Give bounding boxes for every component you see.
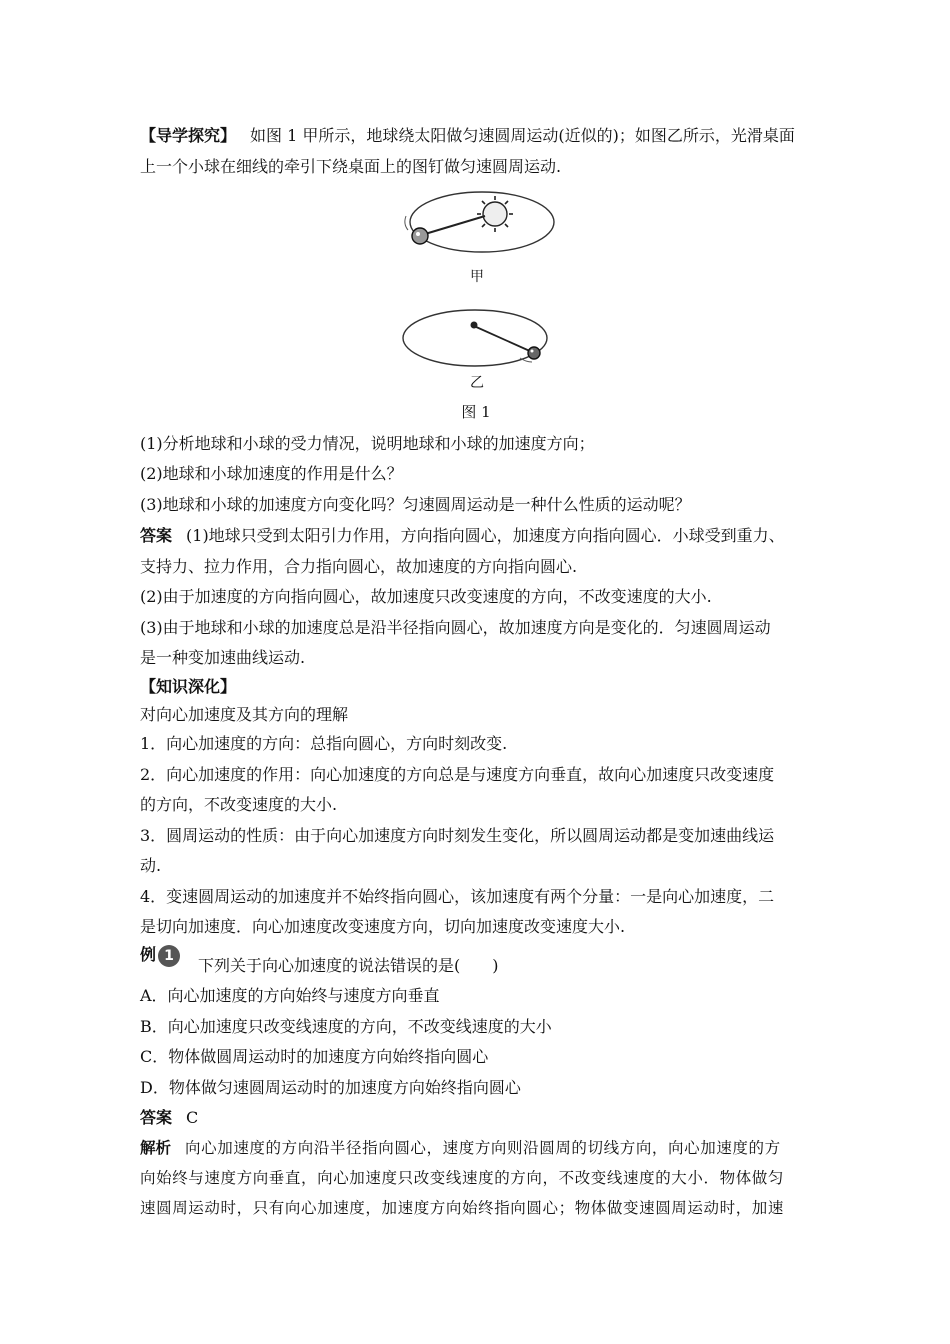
example-option-c: C．物体做圆周运动时的加速度方向始终指向圆心 [140, 1047, 489, 1066]
example-number-badge: 1 [158, 945, 180, 967]
example-question: 下列关于向心加速度的说法错误的是( ) [198, 956, 499, 975]
knowledge-item-1: 1．向心加速度的方向：总指向圆心，方向时刻改变. [140, 734, 508, 753]
example-label: 例 [140, 945, 157, 964]
answer-line-3: (2)由于加速度的方向指向圆心，故加速度只改变速度的方向，不改变速度的大小. [140, 587, 712, 606]
intro-tag: 【导学探究】 [140, 126, 237, 145]
question-2: (2)地球和小球加速度的作用是什么？ [140, 464, 403, 483]
jiexi-line-3: 速圆周运动时，只有向心加速度，加速度方向始终指向圆心；物体做变速圆周运动时，加速 [140, 1199, 785, 1217]
example-answer-value: C [186, 1108, 199, 1127]
intro-line-1 [140, 125, 795, 147]
example-option-d: D．物体做匀速圆周运动时的加速度方向始终指向圆心 [140, 1078, 521, 1097]
knowledge-item-3b: 动. [140, 856, 162, 875]
jiexi-text-1: 向心加速度的方向沿半径指向圆心，速度方向则沿圆周的切线方向，向心加速度的方 [185, 1139, 781, 1157]
figure-caption-main: 图 1 [461, 403, 491, 421]
question-3: (3)地球和小球的加速度方向变化吗？匀速圆周运动是一种什么性质的运动呢？ [140, 495, 691, 514]
knowledge-tag: 【知识深化】 [140, 677, 237, 696]
answer-text-1: (1)地球只受到太阳引力作用，方向指向圆心，加速度方向指向圆心．小球受到重力、 [186, 526, 785, 545]
example-answer [140, 1107, 198, 1129]
knowledge-item-4b: 是切向加速度．向心加速度改变速度方向，切向加速度改变速度大小. [140, 917, 626, 936]
knowledge-subtitle: 对向心加速度及其方向的理解 [140, 705, 349, 724]
answer-line-4: (3)由于地球和小球的加速度总是沿半径指向圆心，故加速度方向是变化的．匀速圆周运动 [140, 618, 771, 637]
answer-tag: 答案 [140, 526, 173, 545]
jiexi-line-1 [140, 1137, 781, 1159]
knowledge-item-2a: 2．向心加速度的作用：向心加速度的方向总是与速度方向垂直，故向心加速度只改变速度 [140, 765, 775, 784]
answer-line-2: 支持力、拉力作用，合力指向圆心，故加速度的方向指向圆心. [140, 557, 578, 576]
figure-caption-jia: 甲 [470, 269, 484, 285]
answer-line-5: 是一种变加速曲线运动. [140, 648, 306, 667]
answer-line-1 [140, 525, 785, 547]
figure-caption-yi: 乙 [470, 375, 484, 391]
example-answer-tag: 答案 [140, 1108, 173, 1127]
example-option-b: B．向心加速度只改变线速度的方向，不改变线速度的大小 [140, 1017, 552, 1036]
knowledge-item-4a: 4．变速圆周运动的加速度并不始终指向圆心，该加速度有两个分量：一是向心加速度，二 [140, 887, 775, 906]
figure-jia-illustration [400, 186, 560, 266]
example-header [140, 944, 180, 967]
jiexi-tag: 解析 [140, 1138, 172, 1157]
figure-yi-illustration [400, 300, 560, 372]
question-1: (1)分析地球和小球的受力情况，说明地球和小球的加速度方向； [140, 434, 595, 453]
knowledge-item-3a: 3．圆周运动的性质：由于向心加速度方向时刻发生变化，所以圆周运动都是变加速曲线运 [140, 826, 775, 845]
knowledge-item-2b: 的方向，不改变速度的大小. [140, 795, 338, 814]
intro-line-2: 上一个小球在细线的牵引下绕桌面上的图钉做匀速圆周运动. [140, 157, 562, 176]
intro-text-1: 如图 1 甲所示，地球绕太阳做匀速圆周运动(近似的)；如图乙所示，光滑桌面 [250, 126, 795, 145]
jiexi-line-2: 向始终与速度方向垂直，向心加速度只改变线速度的方向，不改变线速度的大小．物体做匀 [140, 1169, 785, 1187]
example-option-a: A．向心加速度的方向始终与速度方向垂直 [140, 986, 440, 1005]
